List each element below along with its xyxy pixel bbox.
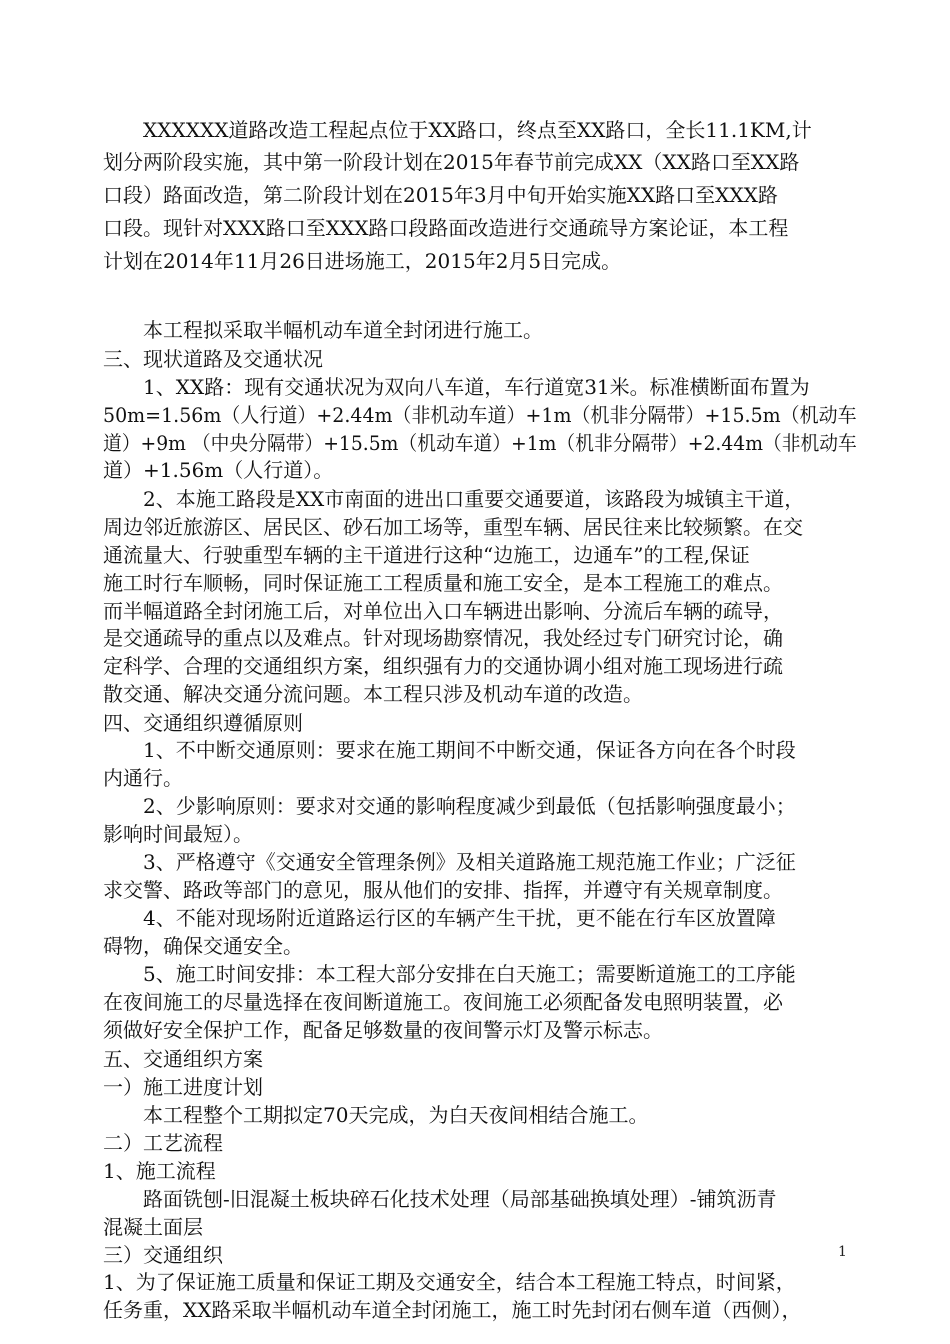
text-line: 须做好安全保护工作，配备足够数量的夜间警示灯及警示标志。 — [103, 1018, 663, 1042]
text-line: 内通行。 — [103, 766, 183, 790]
text-line: 4、不能对现场附近道路运行区的车辆产生干扰，更不能在行车区放置障 — [103, 906, 776, 930]
text-line: 本工程整个工期拟定70天完成，为白天夜间相结合施工。 — [103, 1103, 649, 1127]
text-line: 1、施工流程 — [103, 1159, 216, 1183]
text-line: 周边邻近旅游区、居民区、砂石加工场等，重型车辆、居民往来比较频繁。在交 — [103, 515, 803, 539]
text-line: 口段）路面改造，第二阶段计划在2015年3月中旬开始实施XX路口至XXX路 — [103, 183, 778, 207]
text-line: 本工程拟采取半幅机动车道全封闭进行施工。 — [103, 318, 543, 342]
text-line: 求交警、路政等部门的意见，服从他们的安排、指挥，并遵守有关规章制度。 — [103, 878, 783, 902]
text-line: 一）施工进度计划 — [103, 1075, 263, 1099]
text-line: 口段。现针对XXX路口至XXX路口段路面改造进行交通疏导方案论证，本工程 — [103, 216, 789, 240]
text-line: 2、少影响原则：要求对交通的影响程度减少到最低（包括影响强度最小； — [103, 794, 796, 818]
page-number: 1 — [838, 1244, 847, 1260]
text-line: 二）工艺流程 — [103, 1131, 223, 1155]
text-line: 1、不中断交通原则：要求在施工期间不中断交通，保证各方向在各个时段 — [103, 738, 796, 762]
text-line: 计划在2014年11月26日进场施工，2015年2月5日完成。 — [103, 249, 622, 273]
text-line: 3、严格遵守《交通安全管理条例》及相关道路施工规范施工作业；广泛征 — [103, 850, 796, 874]
text-line: 2、本施工路段是XX市南面的进出口重要交通要道，该路段为城镇主干道， — [103, 487, 805, 511]
text-line: 碍物，确保交通安全。 — [103, 934, 303, 958]
text-line: 50m=1.56m（人行道）+2.44m（非机动车道）+1m（机非分隔带）+15.5m（机动车 — [103, 403, 857, 427]
text-line: 5、施工时间安排：本工程大部分安排在白天施工；需要断道施工的工序能 — [103, 962, 796, 986]
text-line: 道）+1.56m（人行道）。 — [103, 458, 334, 482]
text-line: 影响时间最短）。 — [103, 822, 253, 846]
text-line: 任务重，XX路采取半幅机动车道全封闭施工，施工时先封闭右侧车道（西侧）， — [103, 1298, 802, 1322]
text-line: 划分两阶段实施，其中第一阶段计划在2015年春节前完成XX（XX路口至XX路 — [103, 150, 800, 174]
text-line: 道）+9m （中央分隔带）+15.5m（机动车道）+1m（机非分隔带）+2.44m（非机动车 — [103, 431, 857, 455]
text-line: 1、为了保证施工质量和保证工期及交通安全，结合本工程施工特点，时间紧， — [103, 1270, 796, 1294]
text-line: 是交通疏导的重点以及难点。针对现场勘察情况，我处经过专门研究讨论，确 — [103, 626, 783, 650]
text-line: XXXXXX道路改造工程起点位于XX路口，终点至XX路口，全长11.1KM,计 — [103, 118, 812, 142]
text-line: 而半幅道路全封闭施工后，对单位出入口车辆进出影响、分流后车辆的疏导， — [103, 599, 783, 623]
text-line: 1、XX路：现有交通状况为双向八车道，车行道宽31米。标准横断面布置为 — [103, 375, 810, 399]
text-line: 定科学、合理的交通组织方案，组织强有力的交通协调小组对施工现场进行疏 — [103, 654, 783, 678]
text-line: 路面铣刨-旧混凝土板块碎石化技术处理（局部基础换填处理）-铺筑沥青 — [103, 1187, 777, 1211]
text-line: 三、现状道路及交通状况 — [103, 347, 323, 371]
text-line: 通流量大、行驶重型车辆的主干道进行这种“边施工，边通车”的工程,保证 — [103, 543, 750, 567]
text-line: 混凝土面层 — [103, 1215, 203, 1239]
text-line: 四、交通组织遵循原则 — [103, 711, 303, 735]
text-line: 三）交通组织 — [103, 1243, 223, 1267]
text-line: 散交通、解决交通分流问题。本工程只涉及机动车道的改造。 — [103, 682, 643, 706]
text-line: 施工时行车顺畅，同时保证施工工程质量和施工安全，是本工程施工的难点。 — [103, 571, 783, 595]
text-line: 五、交通组织方案 — [103, 1047, 263, 1071]
text-line: 在夜间施工的尽量选择在夜间断道施工。夜间施工必须配备发电照明装置，必 — [103, 990, 783, 1014]
